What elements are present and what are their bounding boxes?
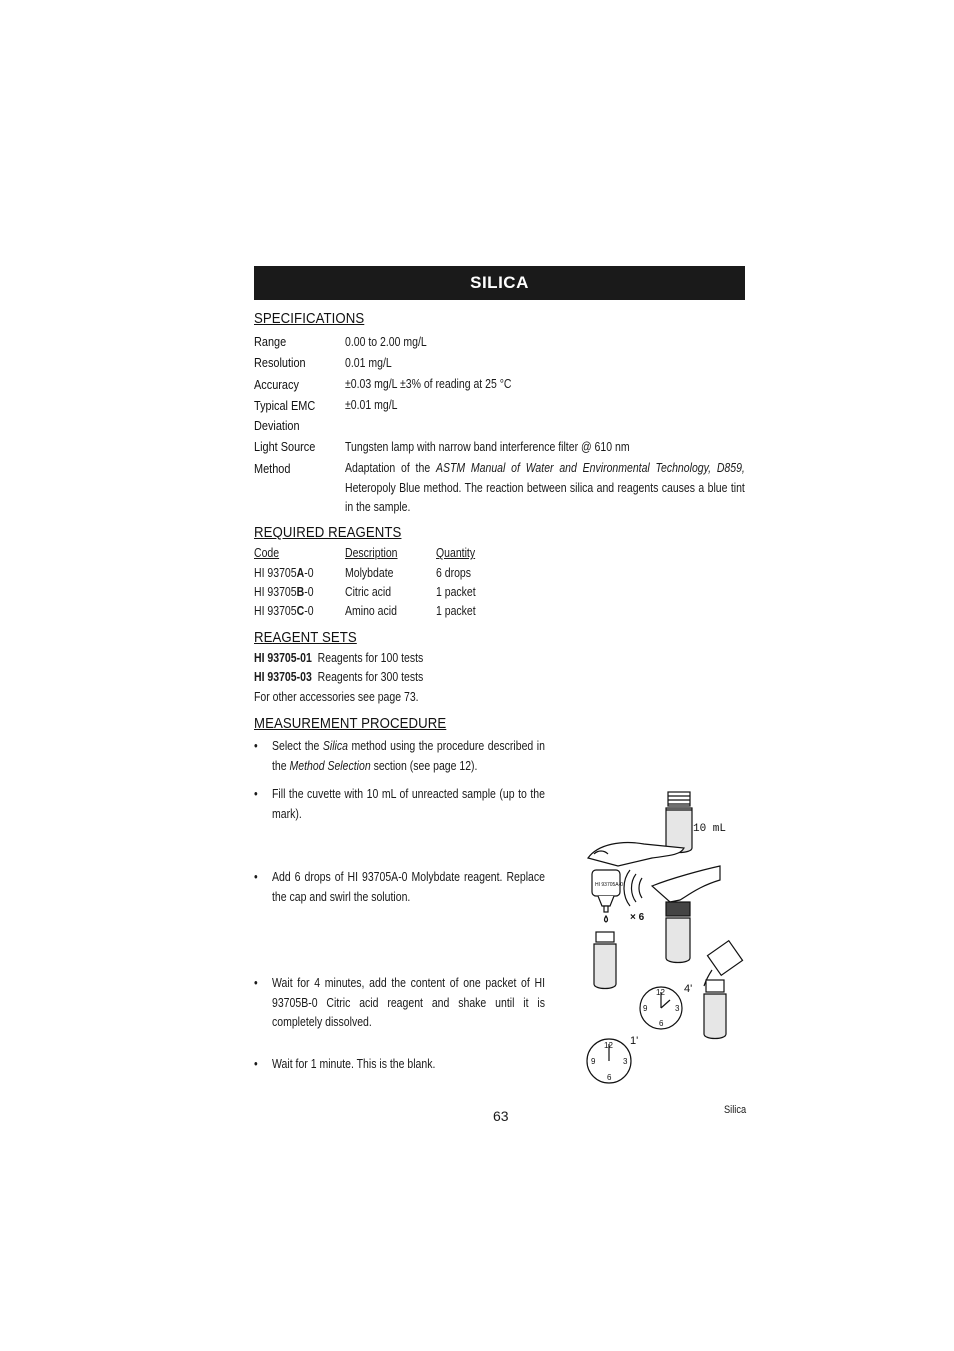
bullet-icon: • [254,870,258,884]
reagent-quantity: 1 packet [436,585,476,599]
cuvette-icon [666,792,692,853]
accessories-note: For other accessories see page 73. [254,690,419,704]
bottle-label: HI 93705A-0 [595,882,624,888]
clock-number: 6 [607,1073,612,1082]
bullet-icon: • [254,739,258,753]
spec-value-resolution: 0.01 mg/L [345,356,392,370]
spec-value-range: 0.00 to 2.00 mg/L [345,335,427,349]
procedure-step-2: Fill the cuvette with 10 mL of unreacted sample (up to the mark). [272,787,545,821]
clock-number: 6 [659,1019,664,1028]
reagent-packet-icon [704,941,743,1039]
spec-label-method: Method [254,461,291,476]
clock-number: 3 [623,1057,628,1066]
spec-value-light-source: Tungsten lamp with narrow band interference filter @ 610 nm [345,440,630,454]
spec-value-method: Adaptation of the ASTM Manual of Water and Environmental Technology, D859, Heteropoly Blue method. The reaction between silica and reagents causes a blue tint in the sample. [345,461,745,514]
procedure-step-5: Wait for 1 minute. This is the blank. [272,1057,436,1071]
cuvette-icon [594,932,616,989]
spec-label-range: Range [254,334,287,349]
reagent-set-row: HI 93705-03 Reagents for 300 tests [254,670,424,684]
reagent-code: HI 93705C-0 [254,604,314,618]
spec-value-emc: ±0.01 mg/L [345,398,398,412]
procedure-illustration [560,780,760,1090]
reagent-quantity: 1 packet [436,604,476,618]
reagent-description: Amino acid [345,604,397,618]
volume-label: 10 mL [693,823,727,835]
reagent-code: HI 93705B-0 [254,585,314,599]
bullet-icon: • [254,976,258,990]
spec-label-accuracy: Accuracy [254,377,299,392]
reagents-heading: REQUIRED REAGENTS [254,524,402,541]
page-title: SILICA [254,266,745,300]
spec-label-resolution: Resolution [254,355,306,370]
reagents-col-quantity: Quantity [436,546,476,560]
spec-label-emc: Typical EMC [254,398,316,413]
reagent-quantity: 6 drops [436,566,472,580]
bullet-icon: • [254,787,258,801]
page-number: 63 [493,1108,509,1124]
reagents-col-code: Code [254,546,280,560]
clock-number: 9 [591,1057,596,1066]
spec-value-accuracy: ±0.03 mg/L ±3% of reading at 25 °C [345,377,512,391]
timer-4min-label: 4' [684,983,693,995]
reagent-sets-heading: REAGENT SETS [254,629,357,646]
reagent-code: HI 93705A-0 [254,566,314,580]
reagents-col-description: Description [345,546,398,560]
spec-label-light-source: Light Source [254,439,316,454]
drops-label: × 6 [630,912,645,923]
spec-label-emc-deviation: Deviation [254,418,300,433]
reagent-description: Molybdate [345,566,394,580]
bullet-icon: • [254,1057,258,1071]
reagent-description: Citric acid [345,585,392,599]
specifications-heading: SPECIFICATIONS [254,310,365,327]
clock-number: 12 [604,1041,613,1050]
procedure-step-3: Add 6 drops of HI 93705A-0 Molybdate reagent. Replace the cap and swirl the solution. [272,870,545,904]
procedure-heading: MEASUREMENT PROCEDURE [254,715,447,732]
timer-1min-label: 1' [630,1035,639,1047]
clock-number: 9 [643,1004,648,1013]
clock-number: 3 [675,1004,680,1013]
procedure-step-4: Wait for 4 minutes, add the content of one packet of HI 93705B-0 Citric acid reagent and shake until it is completely dissolved. [272,976,545,1029]
clock-number: 12 [656,988,665,997]
procedure-step-1: Select the Silica method using the procedure described in the Method Selection section (see page 12). [272,739,545,773]
footer-section-label: Silica [724,1104,747,1116]
reagent-set-row: HI 93705-01 Reagents for 100 tests [254,651,424,665]
